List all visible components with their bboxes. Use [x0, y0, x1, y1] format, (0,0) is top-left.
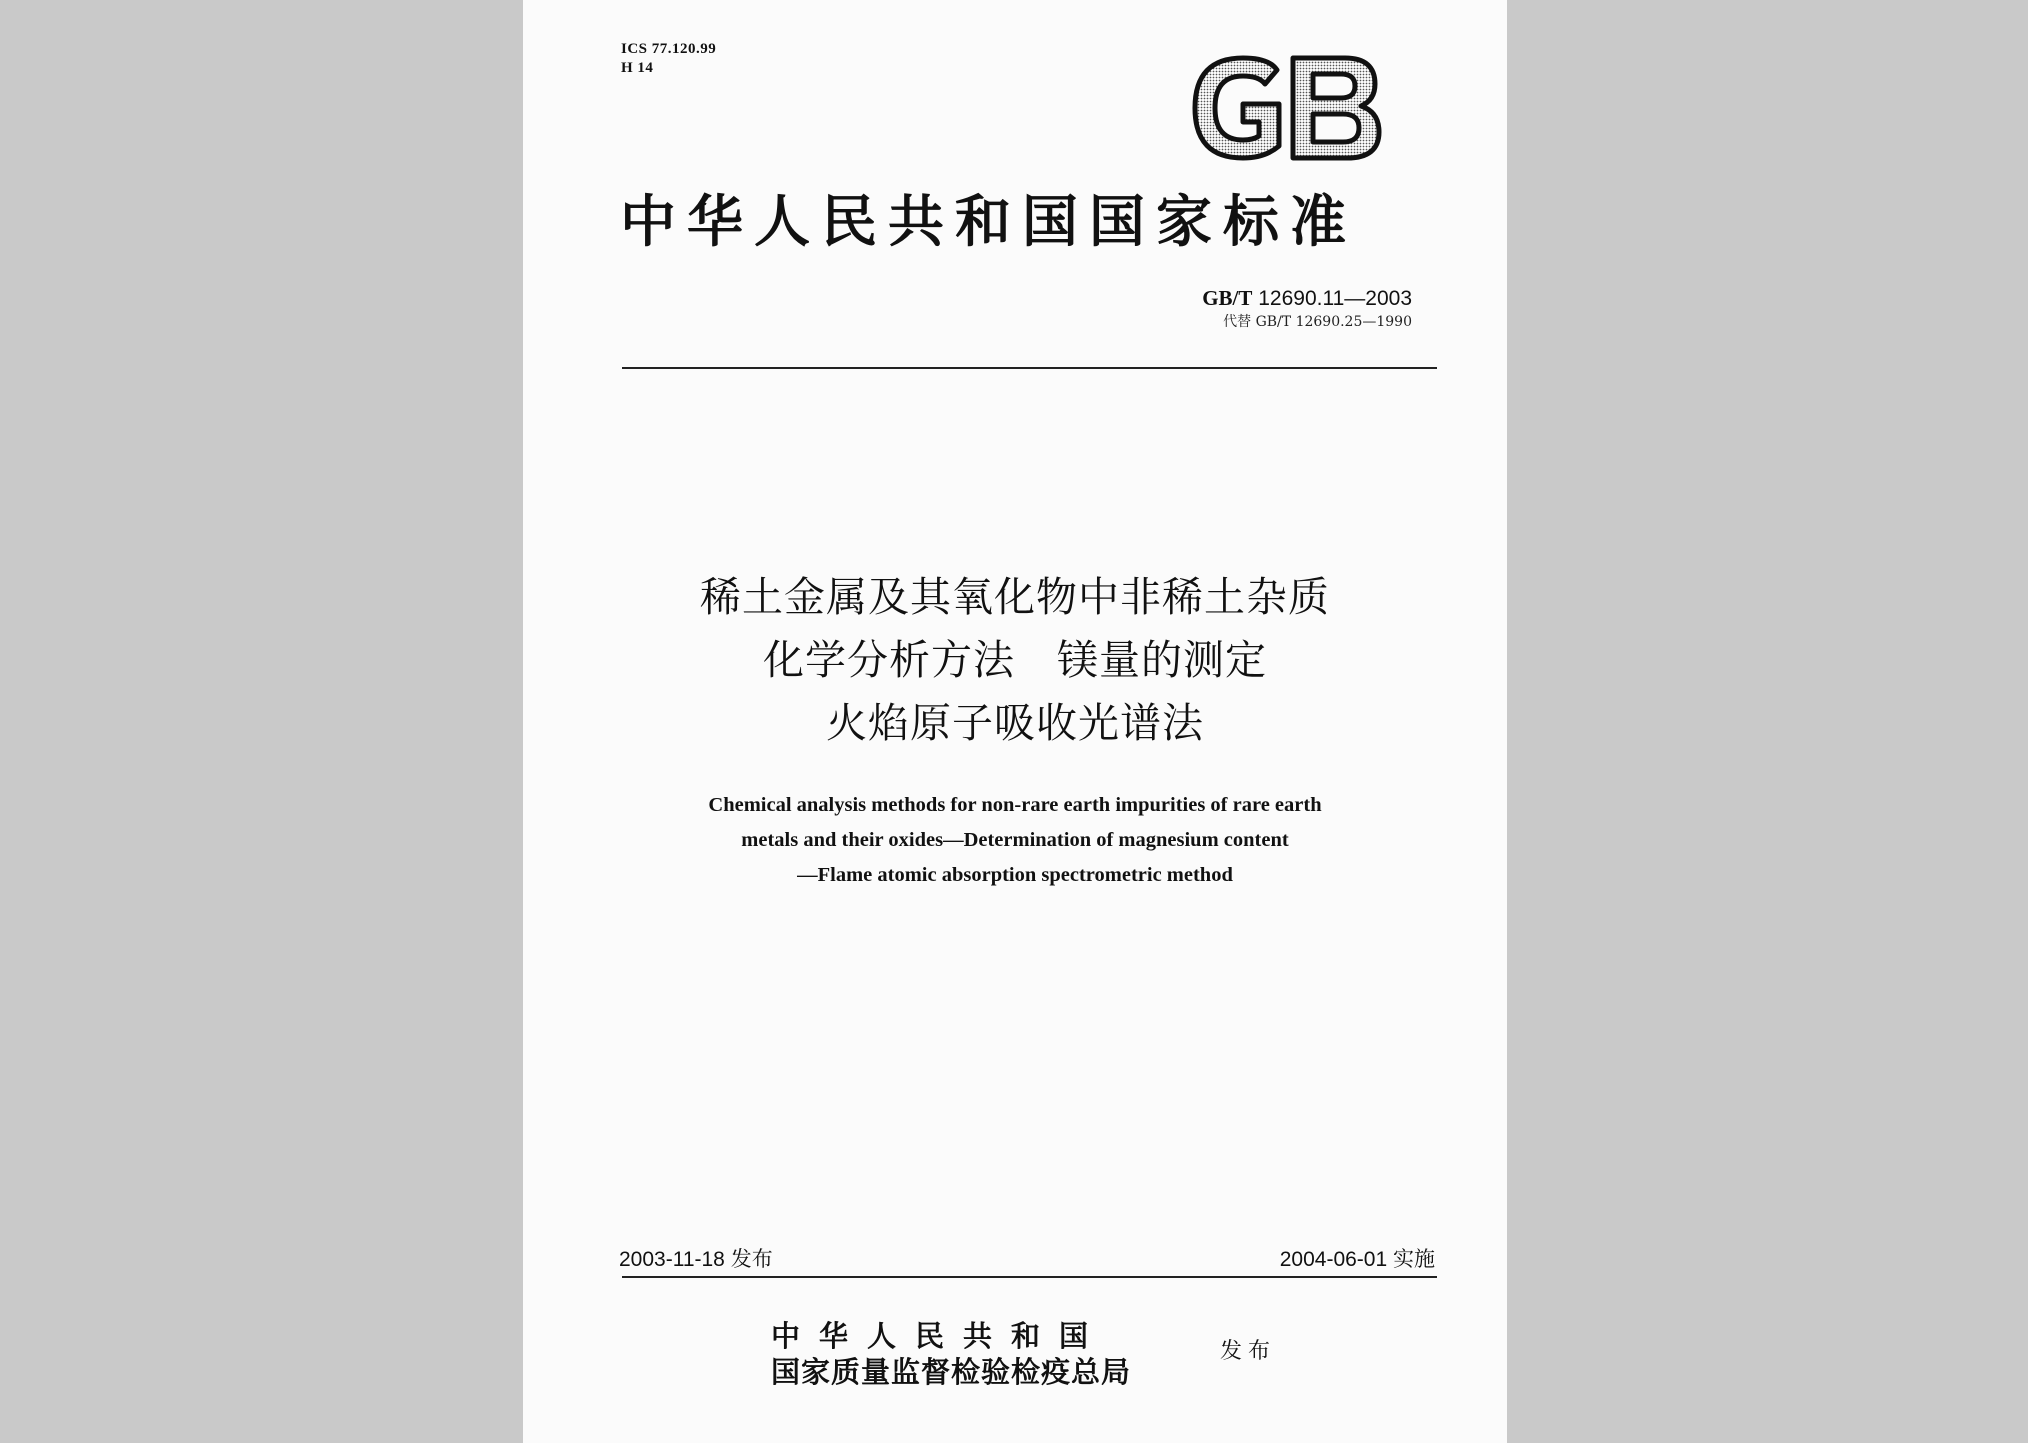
issue-label: 发布 — [730, 1247, 773, 1271]
standard-number-block — [1202, 285, 1412, 332]
ccs-code: H 14 — [621, 60, 654, 76]
gb-logo — [1185, 52, 1385, 164]
footer-divider — [622, 1276, 1437, 1278]
publish-label: 发布 — [1220, 1339, 1277, 1364]
english-title-line: Chemical analysis methods for non-rare earth impurities of rare earth — [708, 794, 1322, 816]
chinese-title-line: 化学分析方法 镁量的测定 — [763, 636, 1267, 684]
header-divider — [622, 367, 1437, 369]
implementation-date — [1280, 1246, 1435, 1273]
replaces-standard: 代替 GB/T 12690.25—1990 — [1223, 314, 1412, 330]
english-title-line: metals and their oxides—Determination of magnesium content — [741, 829, 1289, 851]
chinese-title-line: 火焰原子吸收光谱法 — [826, 699, 1204, 747]
chinese-title — [523, 566, 1507, 755]
standard-code: 12690.11—2003 — [1258, 287, 1412, 310]
english-title — [523, 788, 1507, 893]
implementation-label: 实施 — [1393, 1247, 1435, 1271]
issuer-line-agency: 国家质量监督检验检疫总局 — [771, 1355, 1132, 1389]
issue-date-value: 2003-11-18 — [619, 1248, 725, 1271]
issue-date — [619, 1246, 773, 1273]
issuing-authority — [771, 1318, 1131, 1390]
standard-number — [1202, 285, 1412, 312]
english-title-line: —Flame atomic absorption spectrometric method — [797, 864, 1233, 886]
national-standard-title: 中华人民共和国国家标准 — [620, 190, 1357, 255]
classification-codes — [621, 40, 716, 78]
ics-code: ICS 77.120.99 — [621, 41, 717, 57]
issuer-line-country: 中华人民共和国 — [771, 1319, 1108, 1353]
implementation-date-value: 2004-06-01 — [1279, 1248, 1388, 1271]
standard-prefix: GB/T — [1202, 286, 1253, 310]
document-page — [523, 0, 1507, 1443]
chinese-title-line: 稀土金属及其氧化物中非稀土杂质 — [700, 573, 1330, 621]
